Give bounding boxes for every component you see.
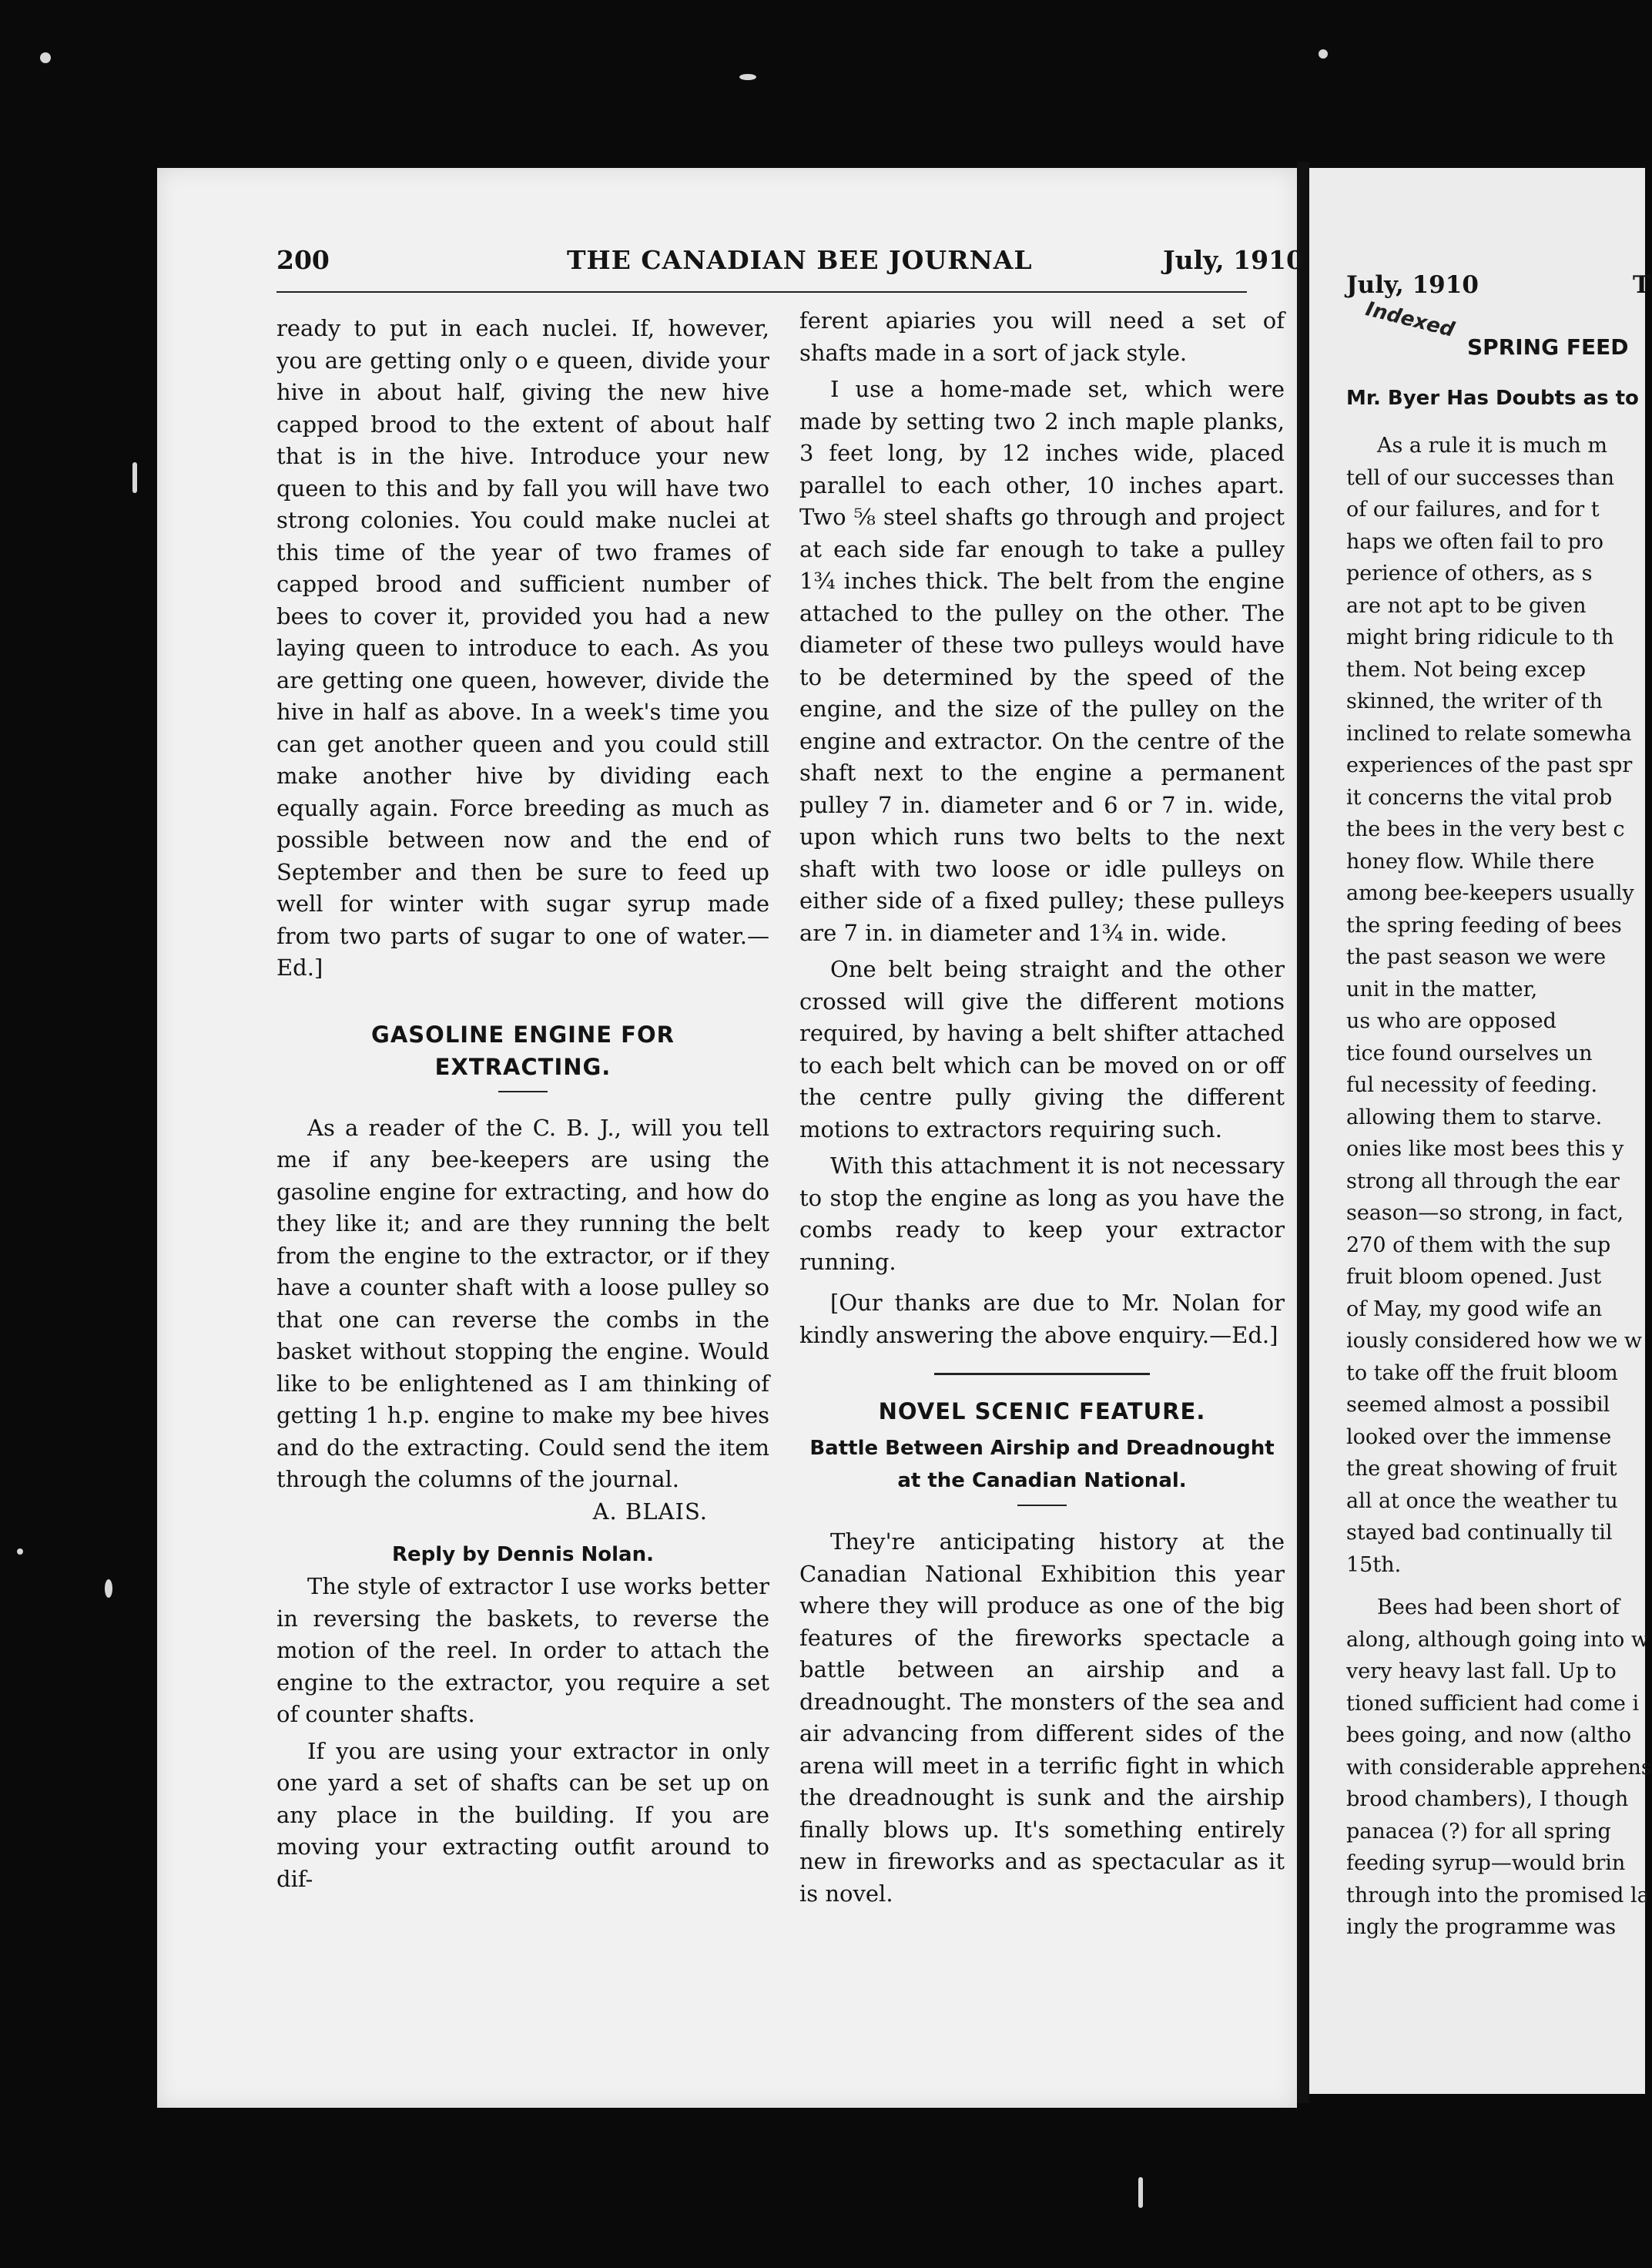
dust-speck bbox=[1319, 49, 1328, 59]
article2-body: They're anticipating history at the Canadian National Exhibition this year where they will produce as one of the big features of the fireworks spectacle a battle between an airship and a dreadnought. The monsters of the sea and air advancing from different sides of the arena will meet in a terrific fight in which the dreadnought is sunk and the airship finally blows up. It's something entirely new in fireworks and as spectacular as it is novel. bbox=[799, 1528, 1285, 1907]
article2-heading: NOVEL SCENIC FEATURE. bbox=[878, 1398, 1206, 1424]
text-line: brood chambers), I though bbox=[1346, 1787, 1629, 1811]
text-line: perience of others, as s bbox=[1346, 562, 1593, 585]
attachment-paragraph: With this attachment it is not necessary to stop the engine as long as you have the combs ready to keep your extractor running. bbox=[799, 1152, 1285, 1275]
middle-column bbox=[799, 305, 1285, 1910]
text-line: season—so strong, in fact, bbox=[1346, 1201, 1624, 1225]
text-line: As a rule it is much m bbox=[1377, 434, 1607, 458]
dust-speck bbox=[105, 1579, 112, 1598]
text-line: seemed almost a possibil bbox=[1346, 1393, 1610, 1417]
text-line: the past season we were bbox=[1346, 945, 1607, 969]
dust-speck bbox=[1138, 2177, 1143, 2208]
text-line: stayed bad continually til bbox=[1346, 1521, 1613, 1545]
right-issue-date: July, 1910 bbox=[1346, 271, 1479, 299]
text-line: fruit bloom opened. Just bbox=[1346, 1265, 1602, 1289]
dust-speck bbox=[739, 74, 756, 80]
right-subheading: Mr. Byer Has Doubts as to bbox=[1346, 387, 1639, 410]
short-rule bbox=[498, 1091, 548, 1092]
text-line: are not apt to be given bbox=[1346, 593, 1587, 618]
text-line: them. Not being excep bbox=[1346, 657, 1587, 682]
text-line: through into the promised la bbox=[1346, 1883, 1650, 1907]
journal-title: THE CANADIAN BEE JOURNAL bbox=[567, 245, 1033, 275]
text-line: ful necessity of feeding. bbox=[1346, 1073, 1598, 1097]
text-line: iously considered how we w bbox=[1346, 1329, 1642, 1353]
text-line: ingly the programme was bbox=[1346, 1915, 1617, 1939]
text-line: of our failures, and for t bbox=[1346, 498, 1600, 522]
text-line: looked over the immense bbox=[1346, 1424, 1612, 1449]
text-line: onies like most bees this y bbox=[1346, 1137, 1624, 1161]
text-line: Bees had been short of bbox=[1377, 1595, 1620, 1619]
article-heading: GASOLINE ENGINE FOR bbox=[371, 1021, 675, 1048]
text-line: unit in the matter, bbox=[1346, 977, 1538, 1001]
text-line: the bees in the very best c bbox=[1346, 817, 1625, 841]
text-line: feeding syrup—would brin bbox=[1346, 1851, 1626, 1875]
setup-paragraph: I use a home-made set, which were made by setting two 2 inch maple planks, 3 feet long, by 12 inches wide, placed parallel to each other, 10 inches apart. Two ⅝ steel shafts go through and project at each side far enough to take a pulley 1¾ inches thick. The belt from the engine attached to the pulley on the other. The diameter of these two pulleys would have to be determined by the speed of the engine, and the size of the pulley on the engine and extractor. On the centre of the shaft next to the engine a permanent pulley 7 in. diameter and 6 or 7 in. wide, upon which runs two belts to the next shaft with two loose or idle pulleys on either side of a fixed pulley; these pulleys are 7 in. in diameter and 1¾ in. wide. bbox=[799, 376, 1285, 946]
editor-note: [Our thanks are due to Mr. Nolan for kindly answering the above enquiry.—Ed.] bbox=[799, 1290, 1285, 1348]
left-column bbox=[276, 313, 769, 1895]
short-rule bbox=[1017, 1505, 1067, 1506]
right-page bbox=[1309, 168, 1652, 2094]
text-line: might bring ridicule to th bbox=[1346, 626, 1614, 649]
article2-subheading: Battle Between Airship and Dreadnought bbox=[809, 1437, 1275, 1460]
signature: A. BLAIS. bbox=[592, 1498, 708, 1525]
dust-speck bbox=[40, 52, 51, 63]
continued-paragraph: ferent apiaries you will need a set of shafts made in a sort of jack style. bbox=[799, 307, 1285, 366]
text-line: to take off the fruit bloom bbox=[1346, 1360, 1618, 1385]
text-line: honey flow. While there bbox=[1346, 849, 1595, 874]
text-line: very heavy last fall. Up to bbox=[1346, 1659, 1617, 1683]
right-heading: SPRING FEED bbox=[1467, 334, 1629, 360]
text-line: haps we often fail to pro bbox=[1346, 529, 1604, 554]
right-header-fragment: T bbox=[1633, 271, 1651, 299]
question-paragraph: As a reader of the C. B. J., will you tell me if any bee-keepers are using the gasoline engine for extracting, and how do they like it; and are they running the belt from the engine to the extractor, or if they have a counter shaft with a loose pulley so that one can reverse the combs in the basket without stopping the engine. Would like to be enlightened as I am thinking of getting 1 h.p. engine to make my bee hives and do the extracting. Could send the item through the columns of the journal. bbox=[276, 1114, 769, 1492]
belt-paragraph: One belt being straight and the other crossed will give the different motions required, by having a belt shifter attached to each belt which can be moved on or off the centre pully giving the different motions to extractors requiring such. bbox=[799, 956, 1285, 1142]
text-line: with considerable apprehens bbox=[1346, 1755, 1652, 1780]
text-line: tice found ourselves un bbox=[1346, 1041, 1593, 1065]
text-line: panacea (?) for all spring bbox=[1346, 1819, 1611, 1844]
text-line: 15th. bbox=[1346, 1552, 1402, 1577]
reply-paragraph-2: If you are using your extractor in only one yard a set of shafts can be set up on any place in the building. If you are moving your extracting outfit around to dif- bbox=[276, 1737, 769, 1892]
text-line: of May, my good wife an bbox=[1346, 1297, 1603, 1321]
indexed-stamp: Indexed bbox=[1363, 297, 1457, 342]
text-line: the great showing of fruit bbox=[1346, 1457, 1617, 1481]
reply-paragraph-1: The style of extractor I use works better in reversing the baskets, to reverse the motion of the reel. In order to attach the engine to the extractor, you require a set of counter shafts. bbox=[276, 1573, 769, 1727]
text-line: inclined to relate somewha bbox=[1346, 721, 1632, 746]
article-heading-line2: EXTRACTING. bbox=[434, 1053, 612, 1080]
text-line: the spring feeding of bees bbox=[1346, 913, 1622, 938]
text-line: us who are opposed bbox=[1346, 1009, 1556, 1033]
reply-paragraph: ready to put in each nuclei. If, however, you are getting only o e queen, divide your hive in about half, giving the new hive capped brood to the extent of about half that is in the hive. Introduce your new queen to this and by fall you will have two strong colonies. You could make nuclei at this time of the year of two frames of capped brood and sufficient number of bees to cover it, provided you had a new laying queen to introduce to each. As you are getting one queen, however, divide the hive in half as above. In a week's time you can get another queen and you could still make another hive by dividing each equally again. Force breeding as much as possible between now and the end of September and then be sure to feed up well for winter with sugar syrup made from two parts of sugar to one of water.—Ed.] bbox=[276, 315, 769, 981]
dust-speck bbox=[17, 1548, 23, 1555]
text-line: along, although going into w bbox=[1346, 1627, 1649, 1652]
section-rule bbox=[934, 1373, 1150, 1375]
page-number: 200 bbox=[276, 245, 330, 275]
text-line: skinned, the writer of th bbox=[1346, 689, 1603, 713]
text-line: among bee-keepers usually bbox=[1346, 881, 1634, 905]
reply-heading: Reply by Dennis Nolan. bbox=[392, 1543, 654, 1566]
dust-speck bbox=[132, 462, 137, 493]
text-line: 270 of them with the sup bbox=[1346, 1233, 1611, 1257]
text-line: all at once the weather tu bbox=[1346, 1488, 1618, 1513]
header-rule bbox=[276, 291, 1247, 293]
text-line: bees going, and now (altho bbox=[1346, 1723, 1632, 1747]
text-line: tioned sufficient had come i bbox=[1346, 1691, 1640, 1716]
text-line: experiences of the past spr bbox=[1346, 753, 1633, 777]
page-gutter bbox=[1297, 162, 1309, 2103]
text-line: allowing them to starve. bbox=[1346, 1105, 1603, 1129]
issue-date: July, 1910 bbox=[1163, 245, 1304, 275]
text-line: tell of our successes than bbox=[1346, 465, 1614, 490]
left-page bbox=[157, 168, 1304, 2108]
text-line: strong all through the ear bbox=[1346, 1169, 1620, 1193]
text-line: it concerns the vital prob bbox=[1346, 785, 1613, 810]
article2-subheading-line2: at the Canadian National. bbox=[897, 1469, 1187, 1492]
right-column-text bbox=[1346, 430, 1652, 1944]
